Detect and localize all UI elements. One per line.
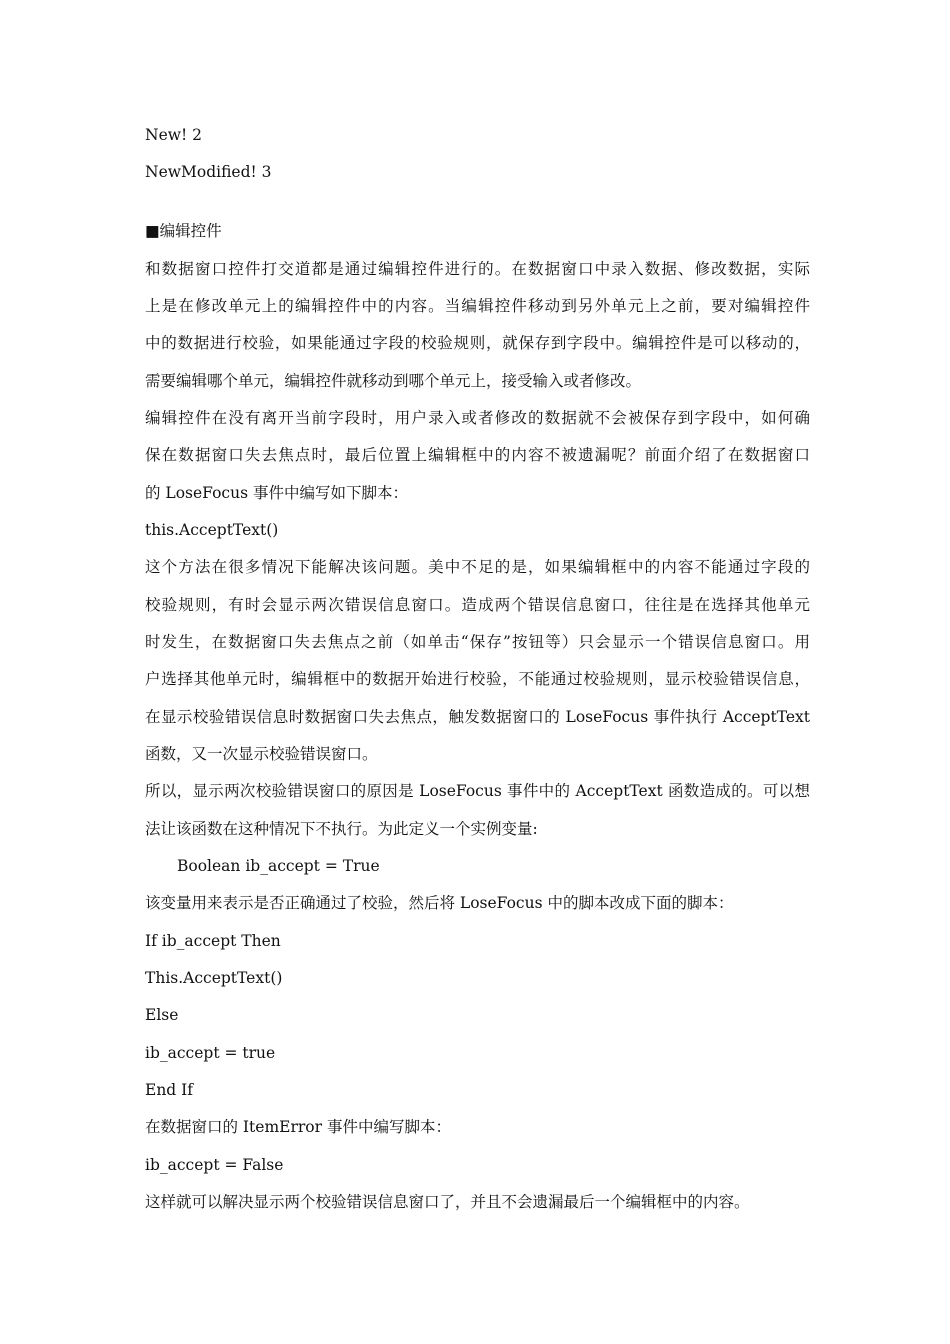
body-line: 上是在修改单元上的编辑控件中的内容。当编辑控件移动到另外单元上之前，要对编辑控件 [145, 297, 810, 315]
body-line: 这样就可以解决显示两个校验错误信息窗口了，并且不会遗漏最后一个编辑框中的内容。 [145, 1193, 750, 1211]
section-title: ■编辑控件 [145, 222, 222, 240]
body-line: 和数据窗口控件打交道都是通过编辑控件进行的。在数据窗口中录入数据、修改数据，实际 [145, 260, 810, 278]
code-line: ib_accept = False [145, 1156, 284, 1174]
body-line: 在数据窗口的 ItemError 事件中编写脚本： [145, 1118, 451, 1136]
body-line: 需要编辑哪个单元，编辑控件就移动到哪个单元上，接受输入或者修改。 [145, 372, 642, 390]
code-line: Boolean ib_accept = True [177, 857, 380, 875]
body-line: 所以，显示两次校验错误窗口的原因是 LoseFocus 事件中的 AcceptText 函数造成的。可以想 [145, 782, 810, 800]
body-line: 户选择其他单元时，编辑框中的数据开始进行校验，不能通过校验规则，显示校验错误信息， [145, 670, 810, 688]
body-line: 的 LoseFocus 事件中编写如下脚本： [145, 484, 408, 502]
code-line: this.AcceptText() [145, 521, 279, 539]
header-line-new-modified: NewModified! 3 [145, 163, 272, 181]
body-line: 保在数据窗口失去焦点时，最后位置上编辑框中的内容不被遗漏呢？前面介绍了在数据窗口 [145, 446, 810, 464]
body-line: 中的数据进行校验，如果能通过字段的校验规则，就保存到字段中。编辑控件是可以移动的， [145, 334, 810, 352]
header-line-new: New! 2 [145, 126, 203, 144]
body-line: 时发生，在数据窗口失去焦点之前（如单击“保存”按钮等）只会显示一个错误信息窗口。用 [145, 633, 810, 651]
code-line: ib_accept = true [145, 1044, 276, 1062]
body-line: 校验规则，有时会显示两次错误信息窗口。造成两个错误信息窗口，往往是在选择其他单元 [145, 596, 810, 614]
code-line: End If [145, 1081, 194, 1099]
code-line: This.AcceptText() [145, 969, 283, 987]
body-line: 编辑控件在没有离开当前字段时，用户录入或者修改的数据就不会被保存到字段中，如何确 [145, 409, 810, 427]
body-line: 这个方法在很多情况下能解决该问题。美中不足的是，如果编辑框中的内容不能通过字段的 [145, 558, 810, 576]
body-line: 法让该函数在这种情况下不执行。为此定义一个实例变量: [145, 820, 538, 838]
body-line: 该变量用来表示是否正确通过了校验，然后将 LoseFocus 中的脚本改成下面的脚本： [145, 894, 734, 912]
body-line: 函数，又一次显示校验错误窗口。 [145, 745, 378, 763]
body-line: 在显示校验错误信息时数据窗口失去焦点，触发数据窗口的 LoseFocus 事件执行 AcceptText [145, 708, 810, 726]
code-line: Else [145, 1006, 179, 1024]
code-line: If ib_accept Then [145, 932, 281, 950]
